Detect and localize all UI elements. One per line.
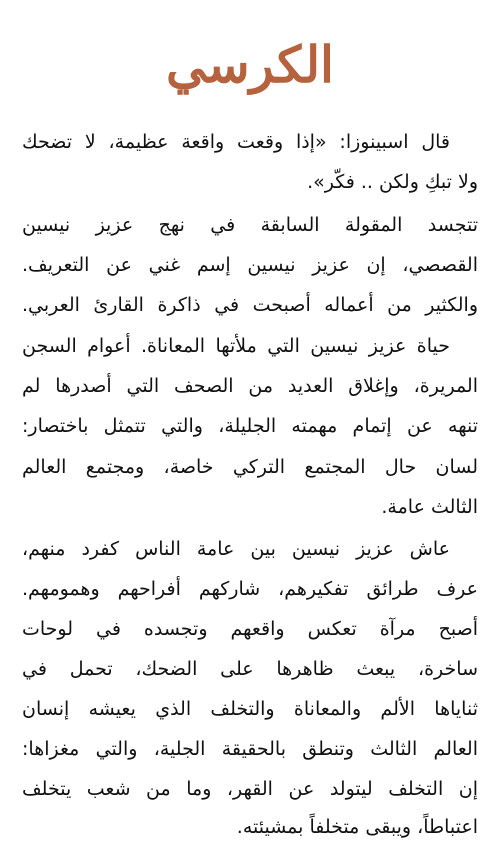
paragraph-line: قال اسبينوزا: «إذا وقعت واقعة عظيمة، لا تضحك <box>22 131 450 153</box>
paragraph-line: والكثير من أعماله أصبحت في ذاكرة القارئ العربي. <box>22 294 478 316</box>
chapter-title: الكرسي <box>166 35 334 94</box>
paragraph-line: القصصي، إن عزيز نيسين إسم غني عن التعريف. <box>22 254 478 276</box>
paragraph-line: اعتباطاً، ويبقى متخلفاً بمشيئته. <box>236 816 478 838</box>
paragraph-line: لسان حال المجتمع التركي خاصة، ومجتمع العالم <box>22 456 478 478</box>
paragraph-line: المريرة، وإغلاق العديد من الصحف التي أصدرها لم <box>22 375 478 397</box>
paragraph-line: حياة عزيز نيسين التي ملأتها المعاناة. أعوام السجن <box>22 335 450 357</box>
paragraph-line: إن التخلف ليتولد عن القهر، وما من شعب يتخلف <box>22 778 478 800</box>
paragraph-line: تتجسد المقولة السابقة في نهج عزيز نيسين <box>22 214 478 236</box>
paragraph-line: عاش عزيز نيسين بين عامة الناس كفرد منهم، <box>22 538 450 560</box>
paragraph-line: ولا تبكِ ولكن .. فكّر». <box>307 171 478 193</box>
paragraph-line: تنهه عن إتمام مهمته الجليلة، والتي تتمثل باختصار: <box>22 415 478 437</box>
paragraph-line: ساخرة، يبعث ظاهرها على الضحك، تحمل في <box>22 658 478 680</box>
paragraph-line: العالم الثالث وتنطق بالحقيقة الجلية، والتي مغزاها: <box>22 738 478 760</box>
paragraph-line: عرف طرائق تفكيرهم، شاركهم أفراحهم وهمومهم. <box>22 578 478 600</box>
paragraph-line: أصبح مرآة تعكس واقعهم وتجسده في لوحات <box>22 618 478 640</box>
paragraph-line: ثناياها الألم والمعاناة والتخلف الذي يعيشه إنسان <box>22 698 478 720</box>
paragraph-line: الثالث عامة. <box>381 496 478 518</box>
